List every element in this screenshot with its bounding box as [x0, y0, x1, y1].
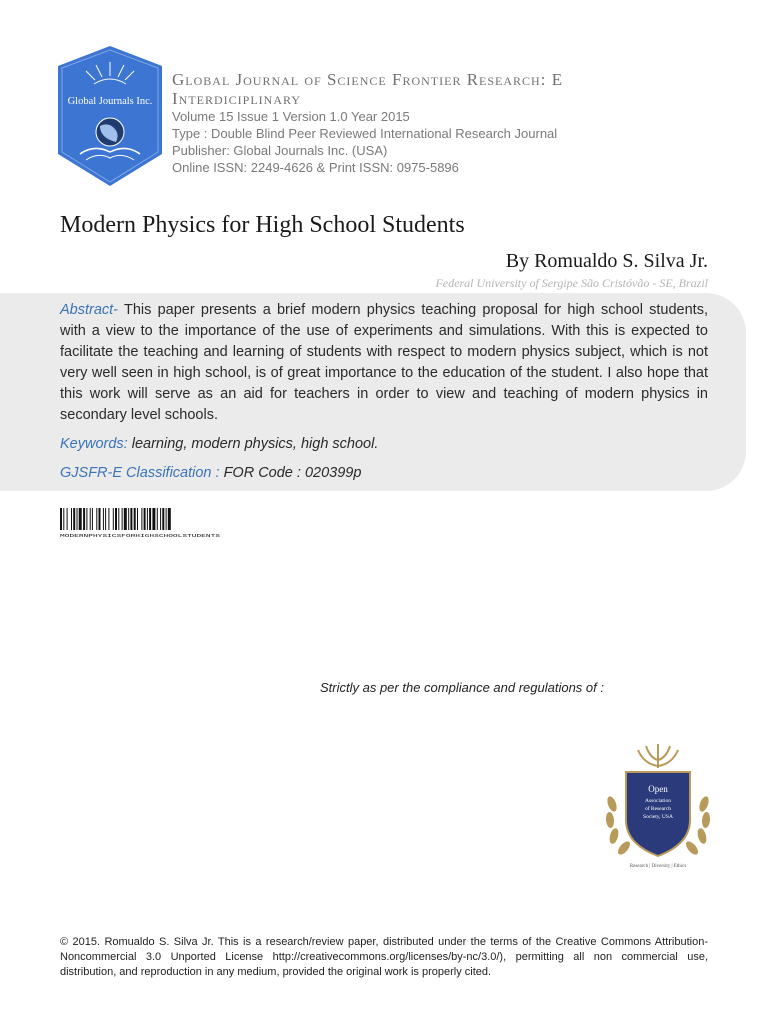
barcode-bar	[160, 508, 161, 530]
issn: Online ISSN: 2249-4626 & Print ISSN: 0975-5896	[172, 160, 459, 175]
barcode-bar	[122, 508, 123, 530]
barcode-bar	[83, 508, 85, 530]
barcode-bar	[113, 508, 114, 530]
barcode-bar	[108, 508, 109, 530]
classification	[60, 465, 361, 481]
barcode-bar	[92, 508, 93, 530]
barcode-bar	[115, 508, 117, 530]
barcode-bar	[162, 508, 164, 530]
barcode-bar	[124, 508, 127, 530]
paper-title: Modern Physics for High School Students	[60, 212, 465, 238]
abstract-label: Abstract-	[60, 302, 119, 318]
open-association-seal	[598, 740, 718, 870]
global-journals-logo	[58, 46, 162, 186]
barcode-bar	[144, 508, 146, 530]
keywords-label: Keywords:	[60, 436, 128, 452]
barcode-bar	[73, 508, 75, 530]
logo-text: Global Journals Inc.	[67, 96, 153, 107]
barcode-bar	[103, 508, 104, 530]
barcode	[60, 508, 222, 538]
barcode-bar	[157, 508, 158, 530]
barcode-bar	[71, 508, 72, 530]
publisher: Publisher: Global Journals Inc. (USA)	[172, 143, 388, 158]
volume-info: Volume 15 Issue 1 Version 1.0 Year 2015	[172, 109, 410, 124]
barcode-bar	[130, 508, 132, 530]
barcode-bar	[137, 508, 138, 530]
abstract-body: This paper presents a brief modern physics teaching proposal for high school students, with a view to the importance of the use of experiments and simulations. With this is expected to facilitate the teaching and learning of students with respect to modern physics subject, which is not very well seen in high school, is of great importance to the education of the student. I also hope that this work will serve as an aid for teachers in order to view and teaching of modern physics in secondary level schools.	[60, 302, 708, 423]
barcode-bar	[79, 508, 82, 530]
barcode-bar	[86, 508, 87, 530]
journal-header	[172, 70, 732, 176]
barcode-bar	[99, 508, 101, 530]
license-footer: © 2015. Romualdo S. Silva Jr. This is a research/review paper, distributed under the terms of the Creative Commons Attribution-Noncommercial 3.0 Unported License http://creativecommons.org/licenses/by-nc/3.0/), permitting all non commercial use, distribution, and reproduction in any medium, provided the original work is properly cited.	[60, 936, 708, 978]
seal-motto: Research | Diversity | Ethics	[629, 864, 687, 869]
author: By Romualdo S. Silva Jr.	[505, 250, 708, 272]
journal-type: Type : Double Blind Peer Reviewed International Research Journal	[172, 126, 558, 141]
barcode-bar	[63, 508, 64, 530]
barcode-bar	[152, 508, 155, 530]
abstract	[60, 300, 708, 426]
barcode-bar	[77, 508, 78, 530]
barcode-bar	[134, 508, 136, 530]
barcode-bar	[90, 508, 91, 530]
barcode-bar	[168, 508, 171, 530]
classification-value: FOR Code : 020399p	[219, 465, 362, 481]
barcode-bar	[67, 508, 68, 530]
affiliation: Federal University of Sergipe São Cristóvão - SE, Brazil	[435, 276, 708, 290]
barcode-text: MODERNPHYSICSFORHIGHSCHOOLSTUDENTS	[60, 534, 154, 538]
compliance-note: Strictly as per the compliance and regulations of :	[320, 680, 604, 695]
classification-label: GJSFR-E Classification :	[60, 465, 220, 481]
barcode-bar	[96, 508, 97, 530]
barcode-bar	[166, 508, 167, 530]
seal-line4: Society, USA	[643, 814, 673, 820]
barcode-bar	[105, 508, 106, 530]
keywords-value: learning, modern physics, high school.	[127, 436, 379, 452]
keywords	[60, 436, 378, 452]
journal-title-line2: Interdiciplinary	[172, 89, 301, 108]
barcode-bar	[118, 508, 119, 530]
barcode-bar	[128, 508, 129, 530]
seal-line1: Open	[648, 784, 668, 794]
seal-line2: Association	[645, 798, 671, 804]
barcode-bar	[147, 508, 148, 530]
barcode-bar	[149, 508, 151, 530]
journal-title: Global Journal of Science Frontier Research: E	[172, 70, 564, 89]
barcode-bar	[141, 508, 142, 530]
seal-line3: of Research	[644, 806, 672, 812]
barcode-bar	[60, 508, 62, 530]
